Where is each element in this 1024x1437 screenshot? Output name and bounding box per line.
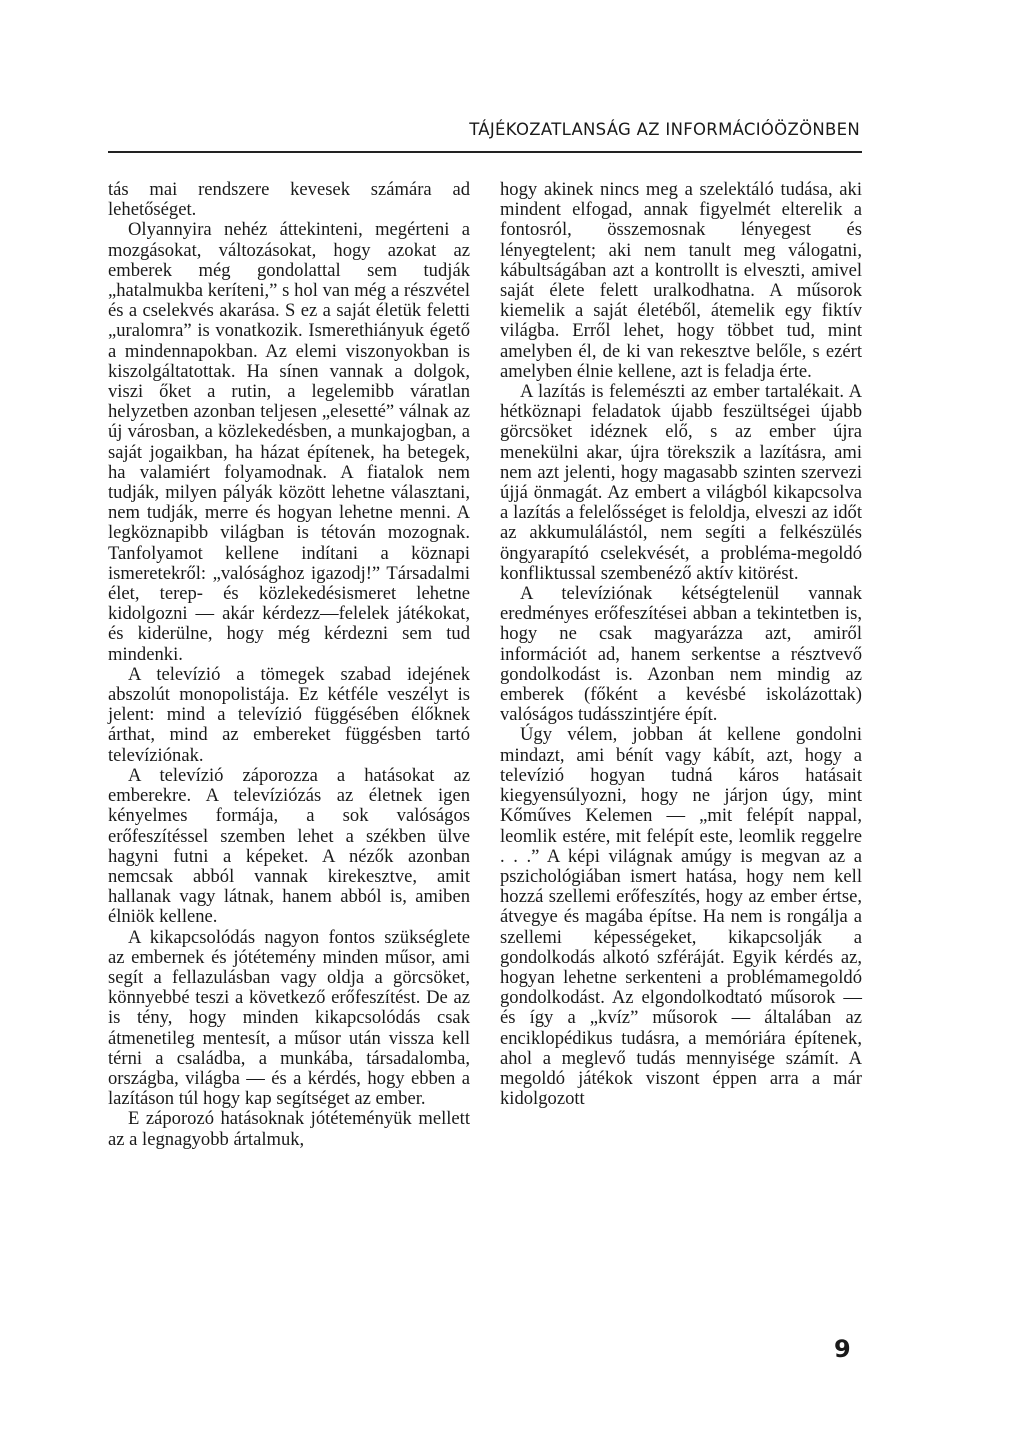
- paragraph: Olyannyira nehéz áttekinteni, megérteni a mozgásokat, változásokat, hogy azokat az emberek még gondolattal sem tudják „hatalmukba keríteni,” s hol van még a részvétel és a cselekvés akarása. S ez a saját életük feletti „uralomra” is vonatkozik. Ismerethiányuk égető a mindennapokban. Az elemi viszonyokban is kiszolgáltatottak. Ha sínen vannak a dolgok, viszi őket a rutin, a legelemibb váratlan helyzetben azonban teljesen „elesetté” válnak az új városban, a közlekedésben, a munkajogban, a saját jogaikban, ha házat építenek, ha betegek, ha valamiért folyamodnak. A fiatalok nem tudják, milyen pályák között lehetne választani, nem tudják, merre és hogyan lehetne menni. A legköznapibb világban is tétován mozognak. Tanfolyamot kellene indítani a köznapi ismeretekről: „valósághoz igazodj!” Társadalmi élet, terep- és közlekedésismeret lehetne kidolgozni — akár kérdezz—felelek játékokat, és kiderülne, hogy még kérdezni sem tud mindenki.: [108, 219, 470, 665]
- paragraph: hogy akinek nincs meg a szelektáló tudása, aki mindent elfogad, annak figyelmét elterelik a fontosról, összemosnak lényegest és lényegtelent; aki nem tanult meg válogatni, kábultságában azt a kontrollt is elveszti, amivel saját élete felett uralkodhatna. A műsorok kiemelik a saját életéből, átemelik egy fiktív világba. Erről lehet, hogy többet tud, mint amelyben él, de ki van rekesztve belőle, s ezért amelyben élnie kellene, azt is feladja érte.: [500, 179, 862, 382]
- running-header: TÁJÉKOZATLANSÁG AZ INFORMÁCIÓÖZÖNBEN: [469, 120, 860, 139]
- paragraph: E záporozó hatásoknak jótéteményük mellett az a legnagyobb ártalmuk,: [108, 1108, 470, 1150]
- paragraph: A televíziónak kétségtelenül vannak eredményes erőfeszítései abban a tekintetben is, hogy ne csak magyarázza azt, amiről információt ad, hanem serkentse a résztvevő gondolkodást is. Azonban nem mindig az emberek (főként a kevésbé iskolázottak) valóságos tudásszintjére épít.: [500, 583, 862, 726]
- header-rule: [108, 151, 862, 153]
- paragraph: A kikapcsolódás nagyon fontos szükséglete az embernek és jótétemény minden műsor, ami segít a fellazulásban vagy oldja a görcsöket, könnyebbé teszi a következő erőfeszítést. De az is tény, hogy minden kikapcsolódás csak átmenetileg mentesít, a műsor után vissza kell térni a családba, a munkába, társadalomba, országba, világba — és a kérdés, hogy ebben a lazításon túl hogy kap segítséget az ember.: [108, 926, 470, 1110]
- paragraph: A televízió a tömegek szabad idejének abszolút monopolistája. Ez kétféle veszélyt is jelent: mind a televízió függésében élőknek árthat, mind az embereket függésben tartó televíziónak.: [108, 663, 470, 766]
- paragraph: Úgy vélem, jobban át kellene gondolni mindazt, ami bénít vagy kábít, azt, hogy a televízió hogyan tudná káros hatásait kiegyensúlyozni, hogy ne járjon úgy, mint Kőműves Kelemen — „mit felépít nappal, leomlik estére, mit felépít este, leomlik reggelre . . .” A képi világnak amúgy is megvan az a pszichológiában ismert hatása, hogy nem kell hozzá szellemi erőfeszítés, hogy az ember értse, átvegye és magába építse. Ha nem is rongálja a szellemi képességeket, kikapcsolják a gondolkodás alkotó szféráját. Egyik kérdés az, hogyan lehetne serkenteni a problémamegoldó gondolkodást. Az elgondolkodtató műsorok — és így a „kvíz” műsorok — általában az enciklopédikus tudásra, a memóriára építenek, ahol a meglevő tudás mennyisége számít. A megoldó játékok viszont éppen arra a már kidolgozott: [500, 724, 862, 1110]
- paragraph: A televízió záporozza a hatásokat az emberekre. A televíziózás az életnek igen kényelmes formája, a sok valóságos erőfeszítéssel szemben lehet a székben ülve hagyni futni a képeket. A nézők azonban nemcsak abból vannak kirekesztve, amit hallanak vagy látnak, hanem abból is, amiben élniök kellene.: [108, 764, 470, 928]
- left-text-column: [108, 180, 470, 1150]
- page-number: 9: [834, 1335, 851, 1363]
- paragraph: A lazítás is felemészti az ember tartalékait. A hétköznapi feladatok újabb feszültségei újabb görcsöket idéznek elő, s az ember újra menekülni akar, újra törekszik a lazításra, ami nem azt jelenti, hogy magasabb szinten szervezi újjá önmagát. Az embert a világból kikapcsolva a lazítás a felelősséget is feloldja, elveszi az időt az akkumulálástól, nem segíti a felkészülés öngyarapító cselekvését, a probléma-megoldó konfliktussal szembenéző aktív kitörést.: [500, 381, 862, 584]
- right-text-column: [500, 180, 862, 1109]
- paragraph: tás mai rendszere kevesek számára ad lehetőséget.: [108, 179, 470, 221]
